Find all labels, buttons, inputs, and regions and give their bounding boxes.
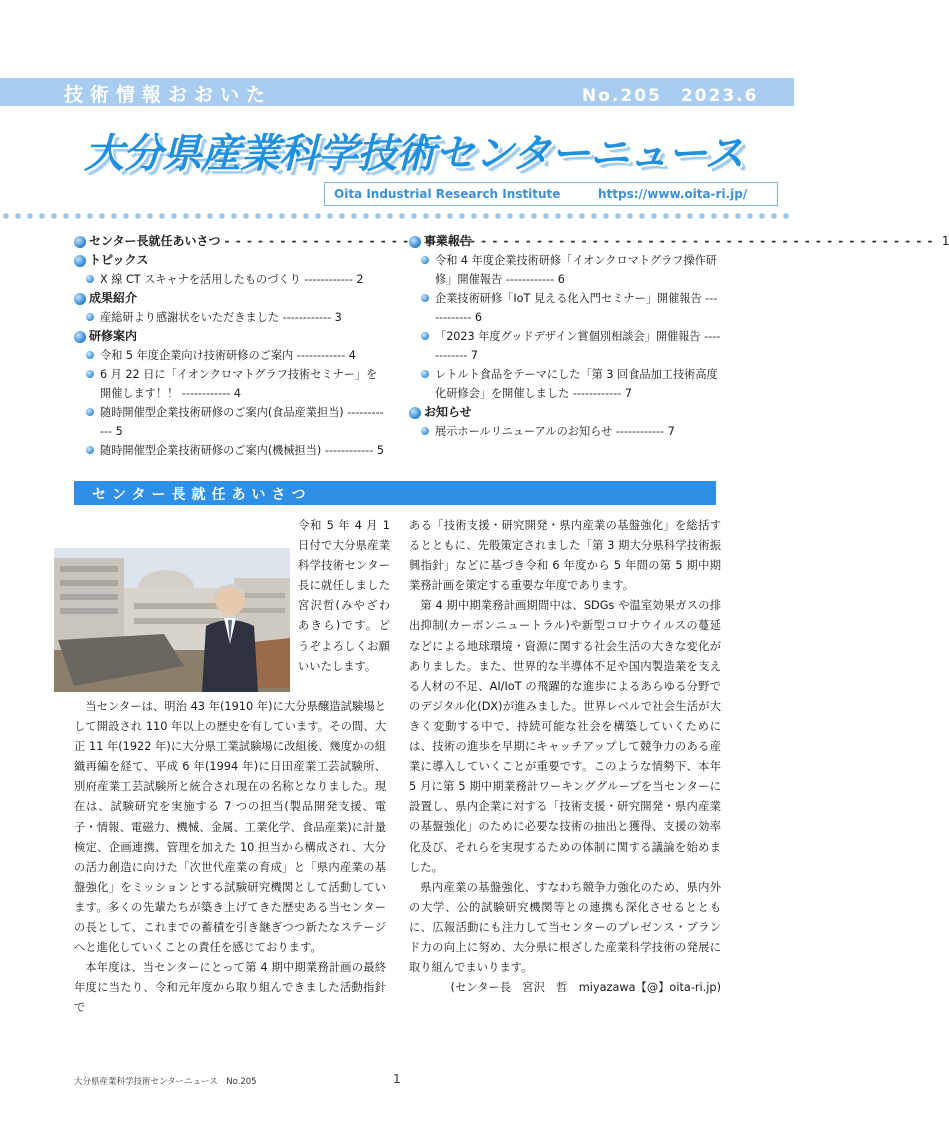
article-right-column bbox=[409, 516, 721, 998]
bullet-icon bbox=[409, 236, 421, 248]
bullet-icon bbox=[421, 294, 429, 302]
toc-item[interactable] bbox=[74, 365, 386, 403]
toc-item-label: 令和 4 年度企業技術研修「イオンクロマトグラフ操作研修」開催報告 bbox=[435, 254, 717, 286]
bullet-icon bbox=[74, 331, 86, 343]
toc-category-label: 成果紹介 bbox=[89, 291, 138, 305]
toc-category-label: お知らせ bbox=[424, 405, 472, 419]
toc-item[interactable] bbox=[409, 289, 721, 327]
toc-item-label: 随時開催型企業技術研修のご案内(機械担当) bbox=[100, 444, 322, 457]
toc-item[interactable] bbox=[74, 403, 386, 441]
toc-page-number: 4 bbox=[233, 387, 242, 400]
toc-right-column bbox=[409, 232, 721, 441]
bullet-icon bbox=[74, 293, 86, 305]
article-intro bbox=[298, 516, 390, 677]
toc-leader: ------------ bbox=[293, 349, 349, 362]
article-paragraph: 県内産業の基盤強化、すなわち競争力強化のため、県内外の大学、公的試験研究機関等との連携も深化させるとともに、広報活動にも注力して当センターのプレゼンス・ブランド力の向上に努め、大分県に根ざした産業科学技術の発展に取り組んでまいります。 bbox=[409, 880, 721, 975]
toc-category-label: 研修案内 bbox=[89, 329, 138, 343]
toc-category[interactable] bbox=[74, 289, 386, 308]
bullet-icon bbox=[421, 427, 429, 435]
org-website-url[interactable]: https://www.oita-ri.jp/ bbox=[598, 187, 748, 201]
toc-item-label: 企業技術研修「IoT 見える化入門セミナー」開催報告 bbox=[435, 292, 702, 305]
toc-item[interactable] bbox=[409, 251, 721, 289]
bullet-icon bbox=[86, 370, 94, 378]
newsletter-logo-title: 大分県産業科学技術センターニュース bbox=[84, 131, 744, 177]
photo-illustration bbox=[54, 548, 290, 692]
toc-category-label: センター長就任あいさつ bbox=[89, 234, 221, 248]
toc-category[interactable] bbox=[409, 232, 721, 251]
director-photo bbox=[54, 548, 290, 692]
toc-item-label: 6 月 22 日に「イオンクロマトグラフ技術セミナー」を開催します！！ bbox=[100, 368, 378, 400]
toc-page-number: 5 bbox=[376, 444, 384, 457]
toc-item[interactable] bbox=[409, 365, 721, 403]
bullet-icon bbox=[421, 332, 429, 340]
bullet-icon bbox=[86, 408, 94, 416]
section-title: センター長就任あいさつ bbox=[92, 487, 312, 503]
bullet-icon bbox=[86, 313, 94, 321]
toc-page-number: 5 bbox=[115, 425, 123, 438]
toc-item-label: 展示ホールリニューアルのお知らせ bbox=[435, 425, 613, 438]
toc-leader: ------------ bbox=[435, 330, 721, 362]
bullet-icon bbox=[74, 255, 86, 267]
toc-item-label: 産総研より感謝状をいただきました bbox=[100, 311, 280, 324]
page-number: 1 bbox=[393, 1072, 401, 1086]
toc-leader: ------------ bbox=[321, 444, 377, 457]
toc-page-number: 6 bbox=[474, 311, 483, 324]
toc-item[interactable] bbox=[74, 441, 386, 460]
toc-leader: ------------ bbox=[100, 406, 384, 438]
article-paragraph: ある「技術支援・研究開発・県内産業の基盤強化」を総括するとともに、先般策定されました「第 3 期大分県科学技術振興指針」などに基づき令和 6 年度から 5 年間の第 5 期中期業務計画を策定する重要な年度であります。 bbox=[409, 519, 721, 593]
toc-page-number: 7 bbox=[624, 387, 632, 400]
bullet-icon bbox=[86, 351, 94, 359]
toc-leader: ------------ bbox=[300, 273, 357, 286]
bullet-icon bbox=[409, 407, 421, 419]
toc-item[interactable] bbox=[74, 346, 386, 365]
toc-category[interactable] bbox=[74, 251, 386, 270]
bullet-icon bbox=[74, 236, 86, 248]
toc-leader: ------------ bbox=[178, 387, 234, 400]
toc-item-label: 随時開催型企業技術研修のご案内(食品産業担当) bbox=[100, 406, 344, 419]
toc-leader: ------------ bbox=[435, 292, 718, 324]
toc-page-number: 7 bbox=[470, 349, 478, 362]
article-left-column bbox=[74, 697, 386, 1019]
bullet-icon bbox=[86, 446, 94, 454]
toc-item-label: レトルト食品をテーマにした「第 3 回食品加工技術高度化研修会」を開催しました bbox=[435, 368, 718, 400]
toc-page-number: 1 bbox=[941, 234, 949, 248]
toc-leader: ------------ bbox=[612, 425, 668, 438]
toc-page-number: 6 bbox=[557, 273, 565, 286]
toc-item[interactable] bbox=[409, 327, 721, 365]
toc-leader: ------------ bbox=[502, 273, 558, 286]
article-paragraph: 本年度は、当センターにとって第 4 期中期業務計画の最終年度に当たり、令和元年度から取り組んできました活動指針で bbox=[74, 961, 386, 1015]
toc-leader: ------------ bbox=[279, 311, 335, 324]
toc-category[interactable] bbox=[409, 403, 721, 422]
toc-page-number: 7 bbox=[667, 425, 675, 438]
article-signature: (センター長 宮沢 哲 miyazawa【@】oita-ri.jp) bbox=[450, 981, 721, 995]
toc-category-label: トピックス bbox=[89, 253, 149, 267]
article-paragraph: 第 4 期中期業務計画期間中は、SDGs や温室効果ガスの排出抑制(カーボンニュートラル)や新型コロナウイルスの蔓延などによる地球環境・資源に関する社会生活の大きな変化がありました。また、世界的な半導体不足や国内製造業を支える人材の不足、AI/IoT の飛躍的な進歩によるあらゆる分野でのデジタル化(DX)が進みました。世界レベルで社会生活が大きく変動する中で、持続可能な社会を構築していくためには、技術の進歩を早期にキャッチアップして競争力のある産業に導入していくことが重要です。このような情勢下、本年 5 月に第 5 期中期業務計ワーキンググループを当センターに設置し、県内企業に対する「技術支援・研究開発・県内産業の基盤強化」のために必要な技術の抽出と獲得、支援の効率化及び、それらを実現するための体制に関する議論を始めました。 bbox=[409, 599, 721, 874]
bullet-icon bbox=[421, 256, 429, 264]
intro-paragraph: 令和 5 年 4 月 1 日付で大分県産業科学技術センター長に就任しました宮沢哲(みやざわあきら)です。どうぞよろしくお願いいたします。 bbox=[298, 519, 390, 673]
toc-category-label: 事業報告 bbox=[424, 234, 473, 248]
toc-item[interactable] bbox=[409, 422, 721, 441]
toc-page-number: 2 bbox=[356, 273, 364, 286]
publication-series-title: 技術情報おおいた bbox=[64, 84, 273, 106]
toc-page-number: 3 bbox=[334, 311, 342, 324]
toc-item-label: X 線 CT スキャナを活用したものづくり bbox=[100, 273, 301, 286]
toc-category[interactable] bbox=[74, 327, 386, 346]
toc-leader: ------------ bbox=[569, 387, 625, 400]
footer-publication: 大分県産業科学技術センターニュース No.205 bbox=[74, 1077, 257, 1087]
org-english-name: Oita Industrial Research Institute bbox=[334, 187, 561, 201]
bullet-icon bbox=[86, 275, 94, 283]
toc-item-label: 「2023 年度グッドデザイン賞個別相談会」開催報告 bbox=[435, 330, 701, 343]
dotted-divider bbox=[0, 212, 794, 220]
article-paragraph: 当センターは、明治 43 年(1910 年)に大分県醸造試験場として開設され 110 年以上の歴史を有しています。その間、大正 11 年(1922 年)に大分県工業試験場に改組後、幾度かの組織再編を経て、平成 6 年(1994 年)に日田産業工芸試験所、別府産業工芸試験所と統合され現在の名称となりました。現在は、試験研究を実施する 7 つの担当(製品開発支援、電子・情報、電磁力、機械、金属、工業化学、食品産業)に計量検定、企画連携、管理を加えた 10 担当から構成され、大分の活力創造に向けた「次世代産業の育成」と「県内産業の基盤強化」をミッションとする試験研究機関として活動しています。多くの先輩たちが築き上げてきた歴史ある当センターの長として、これまでの蓄積を引き継ぎつつ新たなステージへと進化していくことの責任を感じております。 bbox=[74, 700, 386, 955]
issue-number-date: No.205 2023.6 bbox=[582, 86, 759, 106]
bullet-icon bbox=[421, 370, 429, 378]
toc-item[interactable] bbox=[74, 270, 386, 289]
toc-item-label: 令和 5 年度企業向け技術研修のご案内 bbox=[100, 349, 294, 362]
toc-page-number: 4 bbox=[348, 349, 356, 362]
toc-item[interactable] bbox=[74, 308, 386, 327]
